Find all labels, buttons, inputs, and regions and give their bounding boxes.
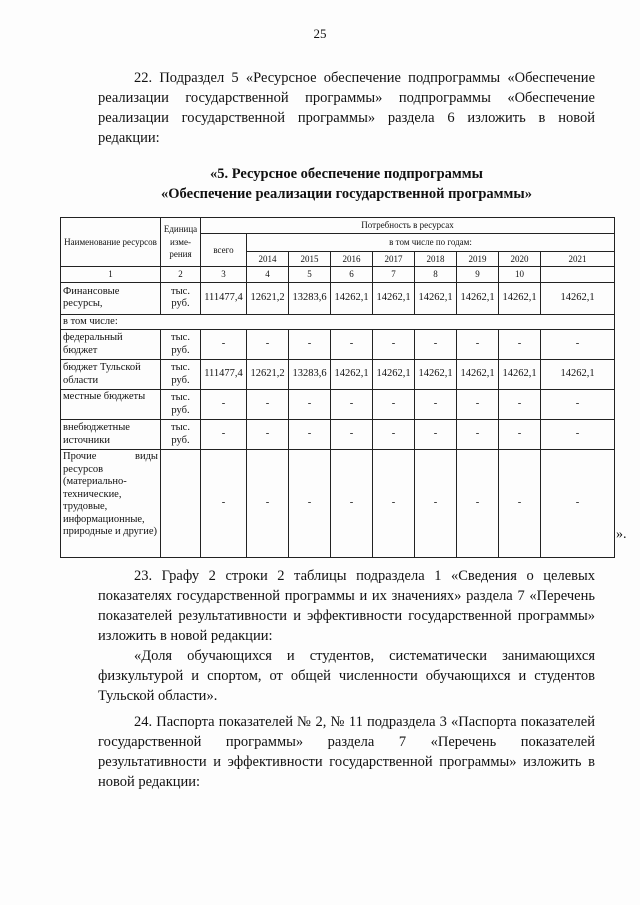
cell-value: 14262,1	[541, 282, 615, 314]
table-row	[61, 282, 615, 314]
header-need: Потребность в ресурсах	[201, 218, 615, 234]
cell-value: -	[415, 450, 457, 558]
row-name: внебюджетные источники	[61, 420, 161, 450]
row-name: местные бюджеты	[61, 390, 161, 420]
paragraph-22: 22. Подраздел 5 «Ресурсное обеспечение подпрограммы «Обеспечение реализации государственной программы» подпрограммы «Обеспечение реализации государственной программы» раздела 6 изложить в новой редакции:	[98, 70, 595, 146]
cell-value: 14262,1	[541, 360, 615, 390]
column-number: 1	[61, 267, 161, 283]
cell-value: -	[541, 330, 615, 360]
cell-value: 14262,1	[457, 282, 499, 314]
row-name: бюджет Тульской области	[61, 360, 161, 390]
cell-value: -	[415, 330, 457, 360]
cell-value: 14262,1	[373, 282, 415, 314]
cell-value: 13283,6	[289, 360, 331, 390]
header-total: всего	[201, 233, 247, 267]
column-number: 3	[201, 267, 247, 283]
row-unit: тыс. руб.	[161, 330, 201, 360]
cell-value: 14262,1	[499, 282, 541, 314]
cell-value: -	[247, 330, 289, 360]
cell-value: -	[499, 420, 541, 450]
cell-value: 14262,1	[331, 360, 373, 390]
paragraph-23: 23. Графу 2 строки 2 таблицы подраздела 1 «Сведения о целевых показателях государственной программы и их значениях» раздела 7 «Перечень показателей результативности и эффективности государственной программы» изложить в новой редакции:	[98, 568, 595, 644]
column-number: 6	[331, 267, 373, 283]
cell-value: -	[457, 330, 499, 360]
cell-value: 111477,4	[201, 282, 247, 314]
section-heading-line1: «5. Ресурсное обеспечение подпрограммы	[209, 166, 484, 182]
row-name: Финансовые ресурсы,	[61, 282, 161, 314]
year-header: 2014	[247, 251, 289, 267]
year-header: 2019	[457, 251, 499, 267]
cell-value: -	[373, 390, 415, 420]
row-name: в том числе:	[61, 314, 615, 330]
cell-value: -	[247, 420, 289, 450]
cell-value: -	[373, 420, 415, 450]
cell-value: 14262,1	[415, 282, 457, 314]
row-name: Прочие виды ресурсов (материально-технические, трудовые, информационные, природные и другие)	[61, 450, 161, 558]
cell-value: -	[457, 390, 499, 420]
paragraph-23-quote: «Доля обучающихся и студентов, систематически занимающихся физкультурой и спортом, от общей численности обучающихся и студентов Тульской области».	[98, 648, 595, 704]
cell-value: 12621,2	[247, 282, 289, 314]
cell-value: -	[289, 420, 331, 450]
year-header: 2021	[541, 251, 615, 267]
table-row	[61, 390, 615, 420]
year-header: 2020	[499, 251, 541, 267]
cell-value: 14262,1	[415, 360, 457, 390]
cell-value: -	[201, 390, 247, 420]
cell-value: 14262,1	[331, 282, 373, 314]
cell-value: -	[289, 330, 331, 360]
cell-value: -	[289, 450, 331, 558]
header-years: в том числе по годам:	[247, 233, 615, 251]
table-row	[61, 450, 615, 558]
cell-value: -	[201, 330, 247, 360]
row-unit	[161, 450, 201, 558]
column-number: 8	[415, 267, 457, 283]
year-header: 2018	[415, 251, 457, 267]
cell-value: -	[331, 330, 373, 360]
year-header: 2015	[289, 251, 331, 267]
cell-value: -	[499, 390, 541, 420]
column-number: 10	[499, 267, 541, 283]
row-unit: тыс. руб.	[161, 420, 201, 450]
cell-value: -	[457, 420, 499, 450]
cell-value: 14262,1	[457, 360, 499, 390]
row-unit: тыс. руб.	[161, 282, 201, 314]
column-number: 9	[457, 267, 499, 283]
column-number: 7	[373, 267, 415, 283]
resource-table	[60, 217, 615, 558]
column-number: 2	[161, 267, 201, 283]
column-number: 4	[247, 267, 289, 283]
cell-value: -	[541, 450, 615, 558]
closing-quote: ».	[616, 527, 627, 542]
cell-value: -	[541, 390, 615, 420]
cell-value: -	[373, 450, 415, 558]
row-unit: тыс. руб.	[161, 390, 201, 420]
cell-value: -	[247, 390, 289, 420]
year-header: 2017	[373, 251, 415, 267]
cell-value: -	[415, 390, 457, 420]
cell-value: -	[289, 390, 331, 420]
cell-value: -	[247, 450, 289, 558]
cell-value: 111477,4	[201, 360, 247, 390]
cell-value: -	[201, 420, 247, 450]
table-row	[61, 420, 615, 450]
cell-value: 14262,1	[373, 360, 415, 390]
year-header: 2016	[331, 251, 373, 267]
table-row	[61, 314, 615, 330]
page-number: 25	[313, 26, 327, 41]
table-row	[61, 330, 615, 360]
column-number: 5	[289, 267, 331, 283]
header-unit: Единица изме-рения	[161, 218, 201, 267]
cell-value: -	[201, 450, 247, 558]
cell-value: 13283,6	[289, 282, 331, 314]
cell-value: -	[457, 450, 499, 558]
row-unit: тыс. руб.	[161, 360, 201, 390]
cell-value: -	[331, 450, 373, 558]
paragraph-24: 24. Паспорта показателей № 2, № 11 подраздела 3 «Паспорта показателей государственной программы» раздела 7 «Перечень показателей результативности и эффективности государственной программы» изложить в новой редакции:	[98, 714, 595, 790]
cell-value: -	[331, 390, 373, 420]
cell-value: -	[499, 450, 541, 558]
row-name: федеральный бюджет	[61, 330, 161, 360]
cell-value: 14262,1	[499, 360, 541, 390]
cell-value: -	[331, 420, 373, 450]
cell-value: -	[415, 420, 457, 450]
cell-value: -	[541, 420, 615, 450]
cell-value: 12621,2	[247, 360, 289, 390]
cell-value: -	[373, 330, 415, 360]
section-heading-line2: «Обеспечение реализации государственной программы»	[161, 186, 532, 202]
table-row	[61, 360, 615, 390]
header-name: Наименование ресурсов	[61, 218, 161, 267]
cell-value: -	[499, 330, 541, 360]
column-number	[541, 267, 615, 283]
